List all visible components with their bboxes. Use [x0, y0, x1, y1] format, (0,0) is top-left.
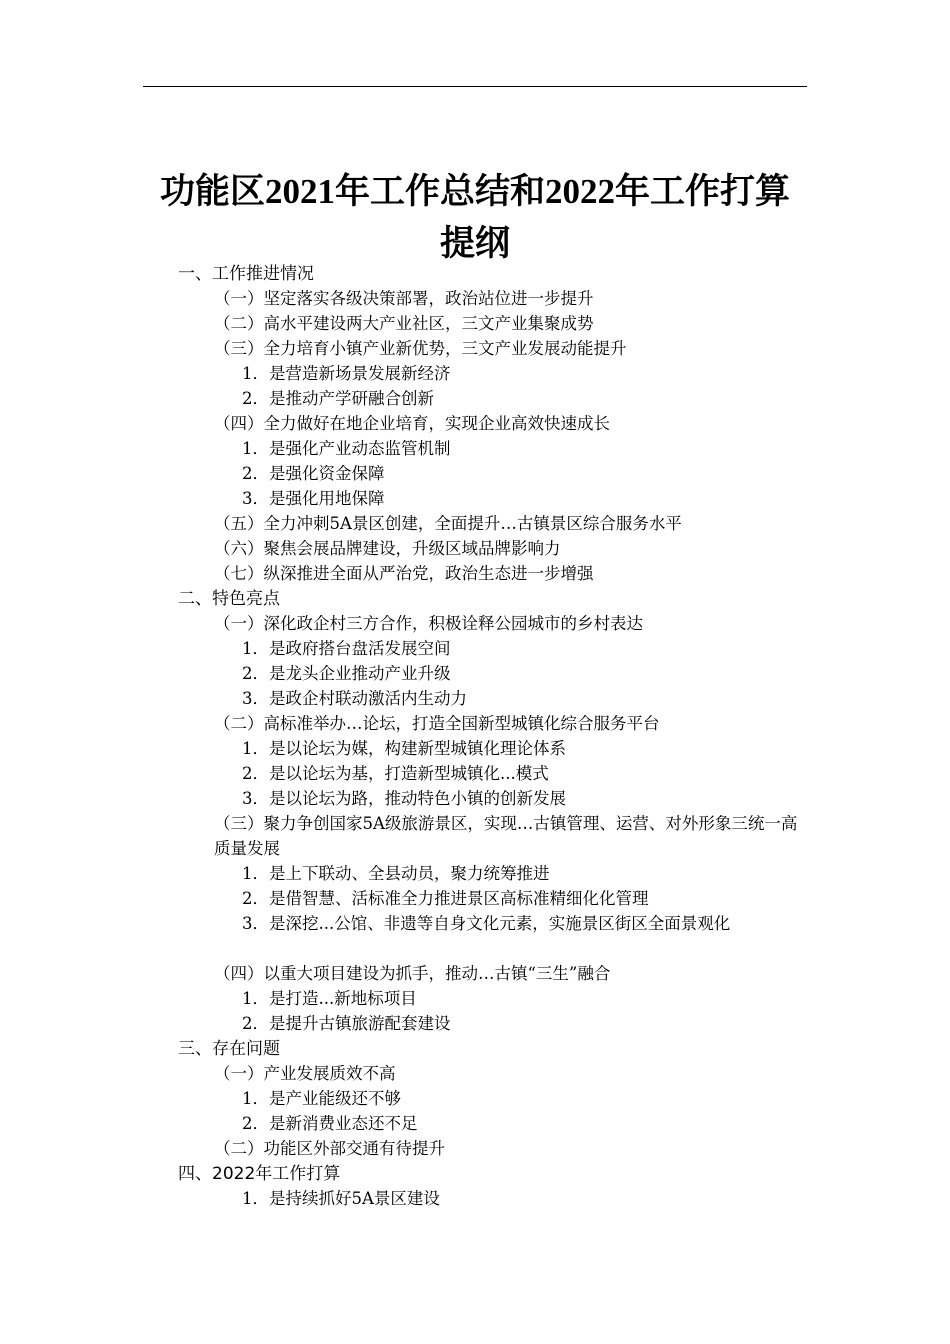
- outline-subitem: 1．是产业能级还不够: [242, 1089, 401, 1108]
- outline-item: （六）聚焦会展品牌建设，升级区域品牌影响力: [214, 539, 561, 558]
- document-title: [140, 166, 810, 270]
- outline-item: （一）坚定落实各级决策部署，政治站位进一步提升: [214, 289, 594, 308]
- outline-subitem: 2．是龙头企业推动产业升级: [242, 664, 451, 683]
- outline-item: （一）深化政企村三方合作，积极诠释公园城市的乡村表达: [214, 614, 643, 633]
- outline-subitem: 2．是新消费业态还不足: [242, 1114, 418, 1133]
- title-line-1: 功能区2021年工作总结和2022年工作打算: [159, 172, 790, 211]
- outline-subitem: 2．是推动产学研融合创新: [242, 389, 434, 408]
- outline-subitem: 2．是强化资金保障: [242, 464, 385, 483]
- outline-item: （三）全力培育小镇产业新优势，三文产业发展动能提升: [214, 339, 627, 358]
- outline-subitem: 2．是借智慧、活标准全力推进景区高标准精细化化管理: [242, 889, 649, 908]
- outline-item: （五）全力冲刺5A景区创建，全面提升…古镇景区综合服务水平: [214, 514, 682, 533]
- header-rule: [143, 86, 807, 87]
- outline-subitem: 1．是强化产业动态监管机制: [242, 439, 451, 458]
- outline-item: （三）聚力争创国家5A级旅游景区，实现…古镇管理、运营、对外形象三统一高质量发展: [214, 814, 798, 858]
- outline-item: （二）高标准举办…论坛，打造全国新型城镇化综合服务平台: [214, 714, 660, 733]
- outline-subitem: 3．是政企村联动激活内生动力: [242, 689, 467, 708]
- outline-subitem: 1．是政府搭台盘活发展空间: [242, 639, 451, 658]
- outline-subitem: 3．是以论坛为路，推动特色小镇的创新发展: [242, 789, 566, 808]
- outline-subitem: 2．是以论坛为基，打造新型城镇化...模式: [242, 764, 549, 783]
- outline-subitem: 1．是打造...新地标项目: [242, 989, 417, 1008]
- section-heading: 二、特色亮点: [178, 589, 280, 609]
- outline-subitem: 1．是以论坛为媒，构建新型城镇化理论体系: [242, 739, 566, 758]
- outline-subitem: 1．是持续抓好5A景区建设: [242, 1189, 440, 1208]
- section-heading: 四、2022年工作打算: [178, 1164, 341, 1184]
- outline-subitem: 2．是提升古镇旅游配套建设: [242, 1014, 451, 1033]
- outline-item: （四）以重大项目建设为抓手，推动…古镇“三生”融合: [214, 964, 611, 983]
- outline-subitem: 3．是深挖...公馆、非遗等自身文化元素，实施景区街区全面景观化: [242, 914, 731, 933]
- outline-item: （四）全力做好在地企业培育，实现企业高效快速成长: [214, 414, 610, 433]
- outline-item: （一）产业发展质效不高: [214, 1064, 396, 1083]
- outline-subitem: 1．是营造新场景发展新经济: [242, 364, 451, 383]
- outline-subitem: 3．是强化用地保障: [242, 489, 385, 508]
- outline-item: （七）纵深推进全面从严治党，政治生态进一步增强: [214, 564, 594, 583]
- section-heading: 一、工作推进情况: [178, 264, 314, 284]
- outline-item: （二）高水平建设两大产业社区，三文产业集聚成势: [214, 314, 594, 333]
- title-line-2: 提纲: [439, 224, 510, 263]
- outline-subitem: 1．是上下联动、全县动员，聚力统筹推进: [242, 864, 550, 883]
- section-heading: 三、存在问题: [178, 1039, 280, 1059]
- outline-item: （二）功能区外部交通有待提升: [214, 1139, 445, 1158]
